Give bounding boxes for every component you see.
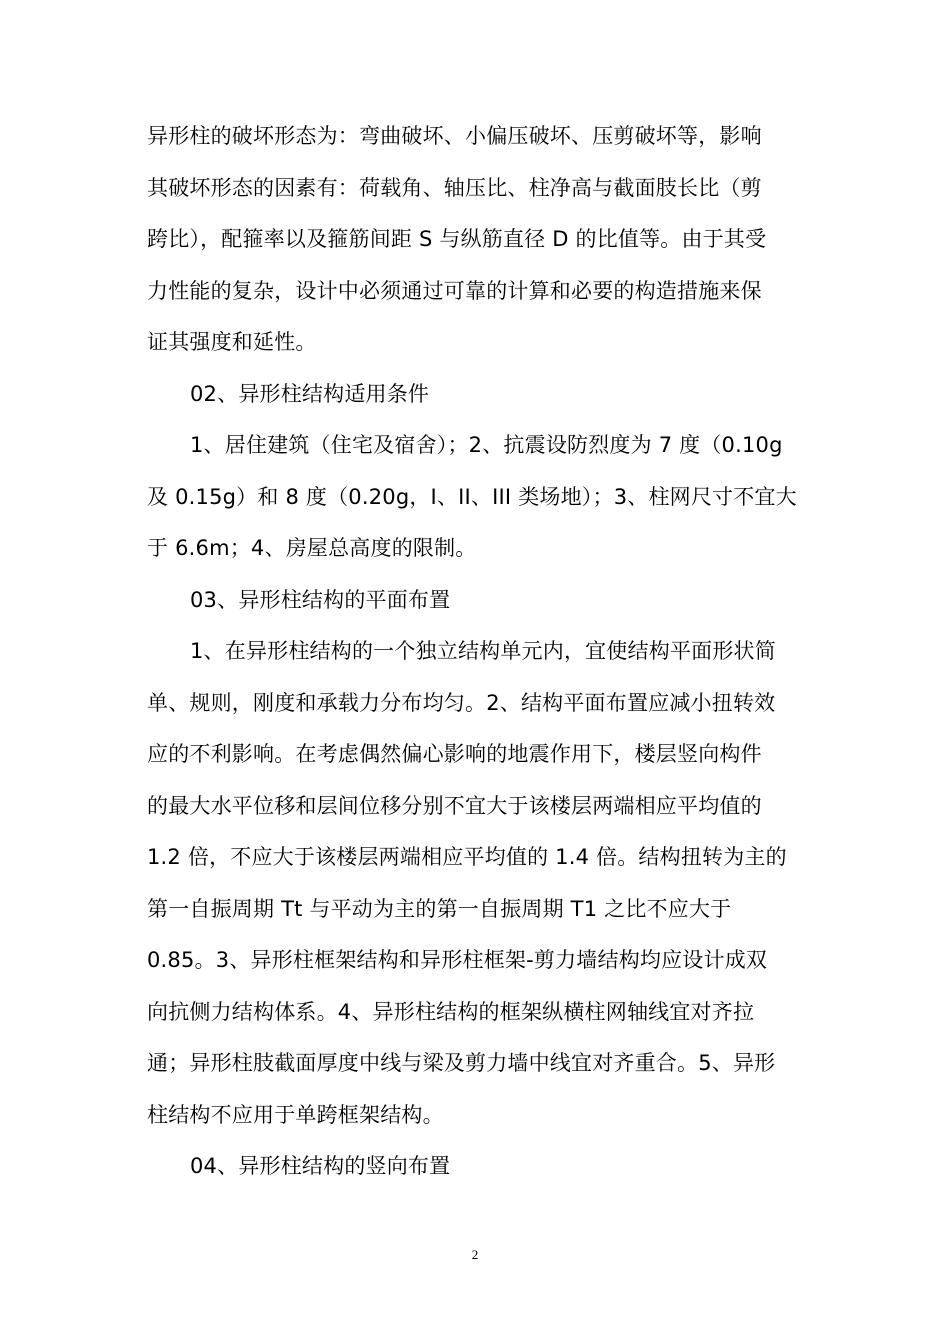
- page-number: 2: [471, 1247, 479, 1262]
- text-line: 向抗侧力结构体系。4、异形柱结构的框架纵横柱网轴线宜对齐拉: [147, 999, 755, 1024]
- text-line: 单、规则，刚度和承载力分布均匀。2、结构平面布置应减小扭转效: [147, 690, 776, 715]
- text-line: 及 0.15g）和 8 度（0.20g，I、II、III 类场地）；3、柱网尺寸不宜大: [147, 484, 797, 509]
- text-line: 柱结构不应用于单跨框架结构。: [147, 1102, 444, 1127]
- text-line: 应的不利影响。在考虑偶然偏心影响的地震作用下，楼层竖向构件: [147, 742, 762, 766]
- text-line: 1、在异形柱结构的一个独立结构单元内，宜使结构平面形状简: [190, 639, 776, 663]
- text-line: 0.85。3、异形柱框架结构和异形柱框架-剪力墙结构均应设计成双: [147, 948, 768, 972]
- section-heading-02: 02、异形柱结构适用条件: [190, 381, 430, 406]
- text-line: 的最大水平位移和层间位移分别不宜大于该楼层两端相应平均值的: [147, 793, 762, 818]
- section-heading-03: 03、异形柱结构的平面布置: [190, 587, 451, 612]
- text-line: 1、居住建筑（住宅及宿舍）；2、抗震设防烈度为 7 度（0.10g: [190, 433, 783, 457]
- section-heading-04: 04、异形柱结构的竖向布置: [190, 1154, 451, 1178]
- text-line: 异形柱的破坏形态为：弯曲破坏、小偏压破坏、压剪破坏等，影响: [147, 124, 762, 148]
- text-line: 力性能的复杂，设计中必须通过可靠的计算和必要的构造措施来保: [147, 278, 762, 303]
- text-line: 证其强度和延性。: [147, 330, 317, 354]
- text-line: 其破坏形态的因素有：荷载角、轴压比、柱净高与截面肢长比（剪: [147, 175, 762, 200]
- text-line: 第一自振周期 Tt 与平动为主的第一自振周期 T1 之比不应大于: [147, 896, 732, 921]
- text-line: 于 6.6m；4、房屋总高度的限制。: [147, 536, 477, 560]
- body-text: [147, 115, 809, 1197]
- text-line: 1.2 倍，不应大于该楼层两端相应平均值的 1.4 倍。结构扭转为主的: [147, 845, 787, 869]
- text-line: 通；异形柱肢截面厚度中线与梁及剪力墙中线宜对齐重合。5、异形: [147, 1051, 776, 1075]
- text-line: 跨比），配箍率以及箍筋间距 S 与纵筋直径 D 的比值等。由于其受: [147, 227, 767, 251]
